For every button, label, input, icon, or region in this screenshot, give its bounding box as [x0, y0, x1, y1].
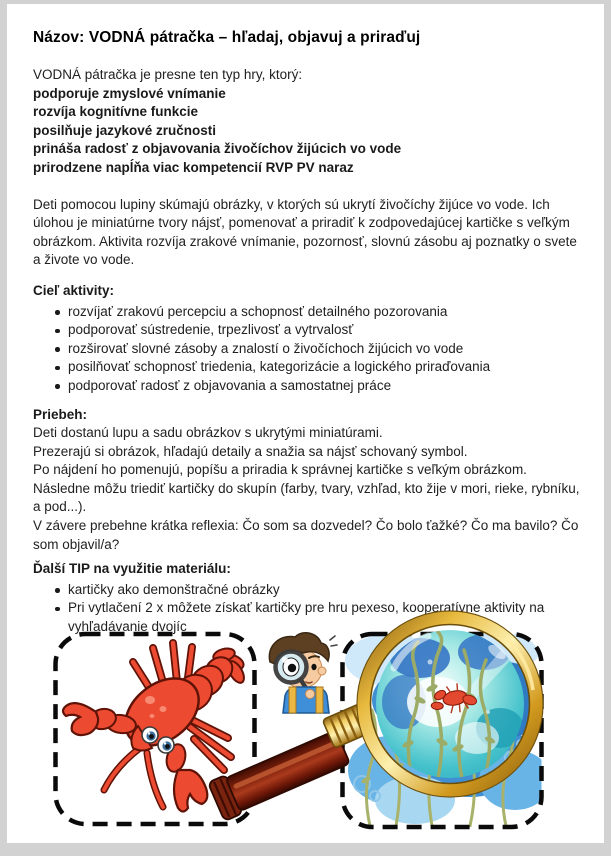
- process-line: Po nájdení ho pomenujú, popíšu a priradia k správnej kartičke s veľkým obrázkom.: [33, 462, 527, 478]
- goal-heading: Cieľ aktivity:: [33, 282, 114, 298]
- benefit-line: posilňuje jazykové zručnosti: [33, 122, 217, 138]
- process-section: [33, 406, 581, 555]
- document-content: [33, 4, 581, 647]
- goal-item: podporovať radosť z objavovania a samostatnej práce: [68, 377, 581, 396]
- process-heading: Priebeh:: [33, 406, 88, 422]
- process-line: Deti dostanú lupu a sadu obrázkov s ukrytými miniatúrami.: [33, 425, 383, 441]
- benefit-line: rozvíja kognitívne funkcie: [33, 104, 199, 120]
- goal-item: podporovať sústredenie, trpezlivosť a vytrvalosť: [68, 321, 581, 340]
- footer-illustrations: [0, 610, 611, 856]
- tip-heading: Ďalší TIP na využitie materiálu:: [33, 561, 231, 577]
- process-line: V závere prebehne krátka reflexia: Čo som sa dozvedel? Čo bolo ťažké? Čo ma bavilo? Čo som objavil/a?: [33, 518, 579, 552]
- goal-item: rozvíjať zrakovú percepciu a schopnosť detailného pozorovania: [68, 303, 581, 322]
- benefit-line: prináša radosť z objavovania živočíchov žijúcich vo vode: [33, 141, 402, 157]
- benefit-line: prirodzene napĺňa viac kompetencií RVP PV naraz: [33, 159, 354, 175]
- tip-item: Pri vytlačení 2 x môžete získať kartičky pre hru pexeso, kooperatívne aktivity na vyhľadávanie dvojíc: [68, 599, 581, 636]
- activity-description: Deti pomocou lupiny skúmajú obrázky, v ktorých sú ukrytí živočíchy žijúce vo vode. Ich úlohou je miniatúrne tvory nájsť, pomenovať a priradiť k zodpovedajúcej kartičke s veľkým obrázkom. Aktivita rozvíja zrakové vnímanie, pozornosť, slovnú zásobu aj poznatky o svete a živote vo vode.: [33, 196, 577, 268]
- page-title: Názov: VODNÁ pátračka – hľadaj, objavuj a priraďuj: [33, 29, 421, 46]
- process-line: Prezerajú si obrázok, hľadajú detaily a snažia sa nájsť schovaný symbol.: [33, 443, 468, 459]
- intro-lead: VODNÁ pátračka je presne ten typ hry, ktorý:: [33, 67, 303, 82]
- boy-with-magnifier-illustration: [269, 633, 337, 713]
- benefit-line: podporuje zmyslové vnímanie: [33, 85, 226, 101]
- goal-item: posilňovať schopnosť triedenia, kategorizácie a logického priraďovania: [68, 358, 581, 377]
- goal-item: rozširovať slovné zásoby a znalostí o živočíchoch žijúcich vo vode: [68, 340, 581, 359]
- intro-section: [33, 66, 581, 178]
- tip-item: kartičky ako demonštračné obrázky: [68, 581, 581, 600]
- goal-list: [33, 303, 581, 396]
- process-line: Následne môžu triediť kartičky do skupín (farby, tvary, vzhľad, kto žije v mori, rieke, rybníku, a pod...).: [33, 480, 580, 515]
